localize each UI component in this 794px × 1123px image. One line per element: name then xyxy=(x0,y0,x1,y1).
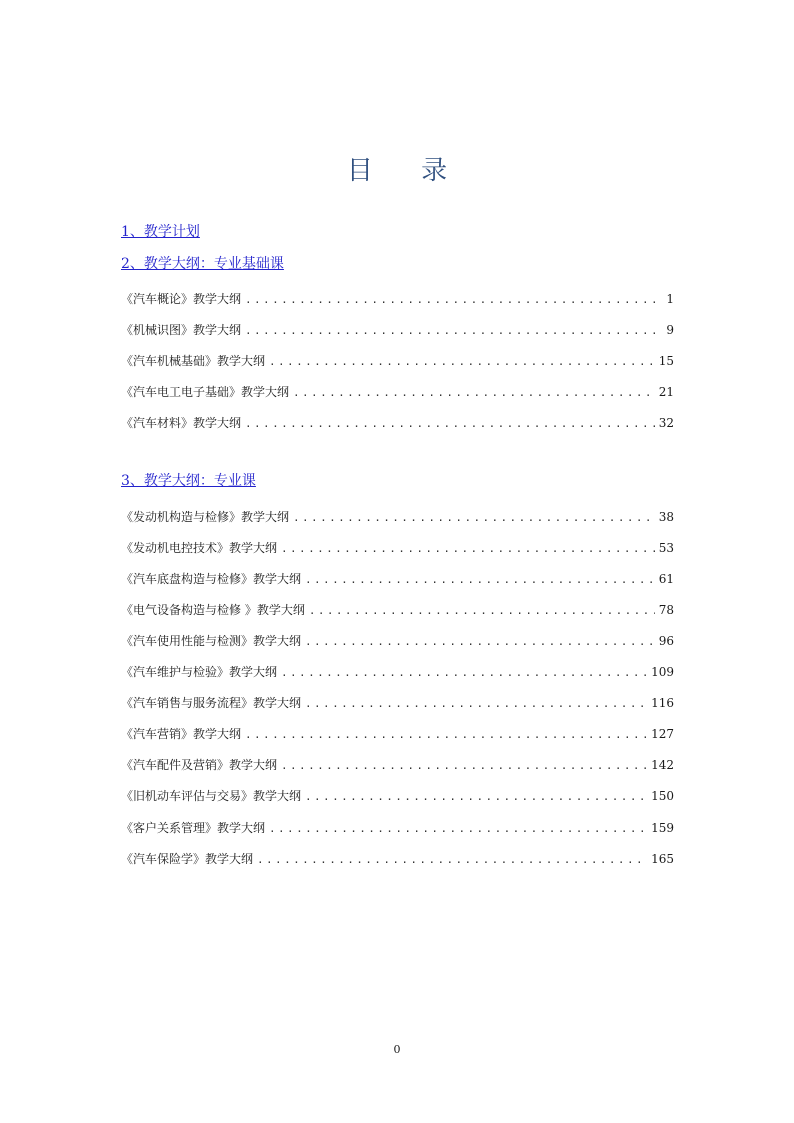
toc-entry-title: 《汽车营销》教学大纲 xyxy=(121,727,242,741)
toc-entry-page: 1 xyxy=(666,292,674,306)
dot-leader xyxy=(305,790,647,803)
toc-entry-page: 127 xyxy=(651,727,674,741)
toc-entry[interactable] xyxy=(121,601,674,617)
toc-entry-page: 32 xyxy=(658,416,674,430)
toc-entry-title: 《发动机构造与检修》教学大纲 xyxy=(121,510,290,524)
toc-entry-page: 150 xyxy=(651,789,674,803)
toc-entry-title: 《电气设备构造与检修 》教学大纲 xyxy=(121,603,305,617)
dot-leader xyxy=(281,759,647,772)
toc-entry-title: 《客户关系管理》教学大纲 xyxy=(121,821,266,835)
page-title: 目 录 xyxy=(346,156,468,186)
toc-entry-title: 《汽车电工电子基础》教学大纲 xyxy=(121,385,290,399)
section-link-foundation-courses[interactable]: 2、教学大纲：专业基础课 xyxy=(121,256,284,272)
section-link-professional-courses[interactable]: 3、教学大纲：专业课 xyxy=(121,473,256,489)
toc-entry-title: 《旧机动车评估与交易》教学大纲 xyxy=(121,789,302,803)
toc-entry-title: 《汽车底盘构造与检修》教学大纲 xyxy=(121,572,302,586)
dot-leader xyxy=(293,386,655,399)
footer-page-number: 0 xyxy=(393,1043,401,1056)
toc-entry-page: 15 xyxy=(658,354,674,368)
dot-leader xyxy=(245,293,662,306)
dot-leader xyxy=(245,324,662,337)
dot-leader xyxy=(305,573,655,586)
toc-entry-title: 《汽车材料》教学大纲 xyxy=(121,416,242,430)
toc-entry-page: 9 xyxy=(666,323,674,337)
toc-entry[interactable] xyxy=(121,539,674,555)
toc-entry[interactable] xyxy=(121,414,674,430)
toc-entry[interactable] xyxy=(121,352,674,368)
dot-leader xyxy=(305,697,647,710)
dot-leader xyxy=(293,511,655,524)
toc-entry-page: 61 xyxy=(658,572,674,586)
dot-leader xyxy=(269,822,647,835)
toc-entry-page: 96 xyxy=(658,634,674,648)
toc-entry-page: 165 xyxy=(651,852,674,866)
toc-entry[interactable] xyxy=(121,819,674,835)
toc-entry[interactable] xyxy=(121,725,674,741)
toc-entry-title: 《汽车使用性能与检测》教学大纲 xyxy=(121,634,302,648)
toc-entry[interactable] xyxy=(121,756,674,772)
toc-entry[interactable] xyxy=(121,290,674,306)
toc-entry-page: 21 xyxy=(658,385,674,399)
toc-entry-page: 109 xyxy=(651,665,674,679)
dot-leader xyxy=(269,355,655,368)
section-link-teaching-plan[interactable]: 1、教学计划 xyxy=(121,224,200,240)
toc-entry[interactable] xyxy=(121,663,674,679)
toc-entry-title: 《汽车销售与服务流程》教学大纲 xyxy=(121,696,302,710)
toc-entry-title: 《汽车概论》教学大纲 xyxy=(121,292,242,306)
toc-entry[interactable] xyxy=(121,787,674,803)
toc-entry[interactable] xyxy=(121,321,674,337)
dot-leader xyxy=(245,417,655,430)
toc-entry-page: 116 xyxy=(651,696,674,710)
toc-entry-page: 38 xyxy=(658,510,674,524)
toc-entry-title: 《汽车机械基础》教学大纲 xyxy=(121,354,266,368)
toc-entry[interactable] xyxy=(121,383,674,399)
toc-entry[interactable] xyxy=(121,694,674,710)
toc-entry-title: 《发动机电控技术》教学大纲 xyxy=(121,541,278,555)
toc-entry-title: 《机械识图》教学大纲 xyxy=(121,323,242,337)
dot-leader xyxy=(281,542,655,555)
toc-entry-title: 《汽车保险学》教学大纲 xyxy=(121,852,254,866)
toc-entry-title: 《汽车配件及营销》教学大纲 xyxy=(121,758,278,772)
dot-leader xyxy=(305,635,655,648)
toc-entry[interactable] xyxy=(121,850,674,866)
toc-entry-page: 142 xyxy=(651,758,674,772)
toc-entry[interactable] xyxy=(121,508,674,524)
dot-leader xyxy=(257,853,647,866)
dot-leader xyxy=(309,604,655,617)
toc-entry-page: 159 xyxy=(651,821,674,835)
dot-leader xyxy=(245,728,647,741)
toc-entry[interactable] xyxy=(121,632,674,648)
dot-leader xyxy=(281,666,647,679)
toc-entry[interactable] xyxy=(121,570,674,586)
toc-entry-page: 53 xyxy=(658,541,674,555)
toc-entry-page: 78 xyxy=(658,603,674,617)
toc-entry-title: 《汽车维护与检验》教学大纲 xyxy=(121,665,278,679)
